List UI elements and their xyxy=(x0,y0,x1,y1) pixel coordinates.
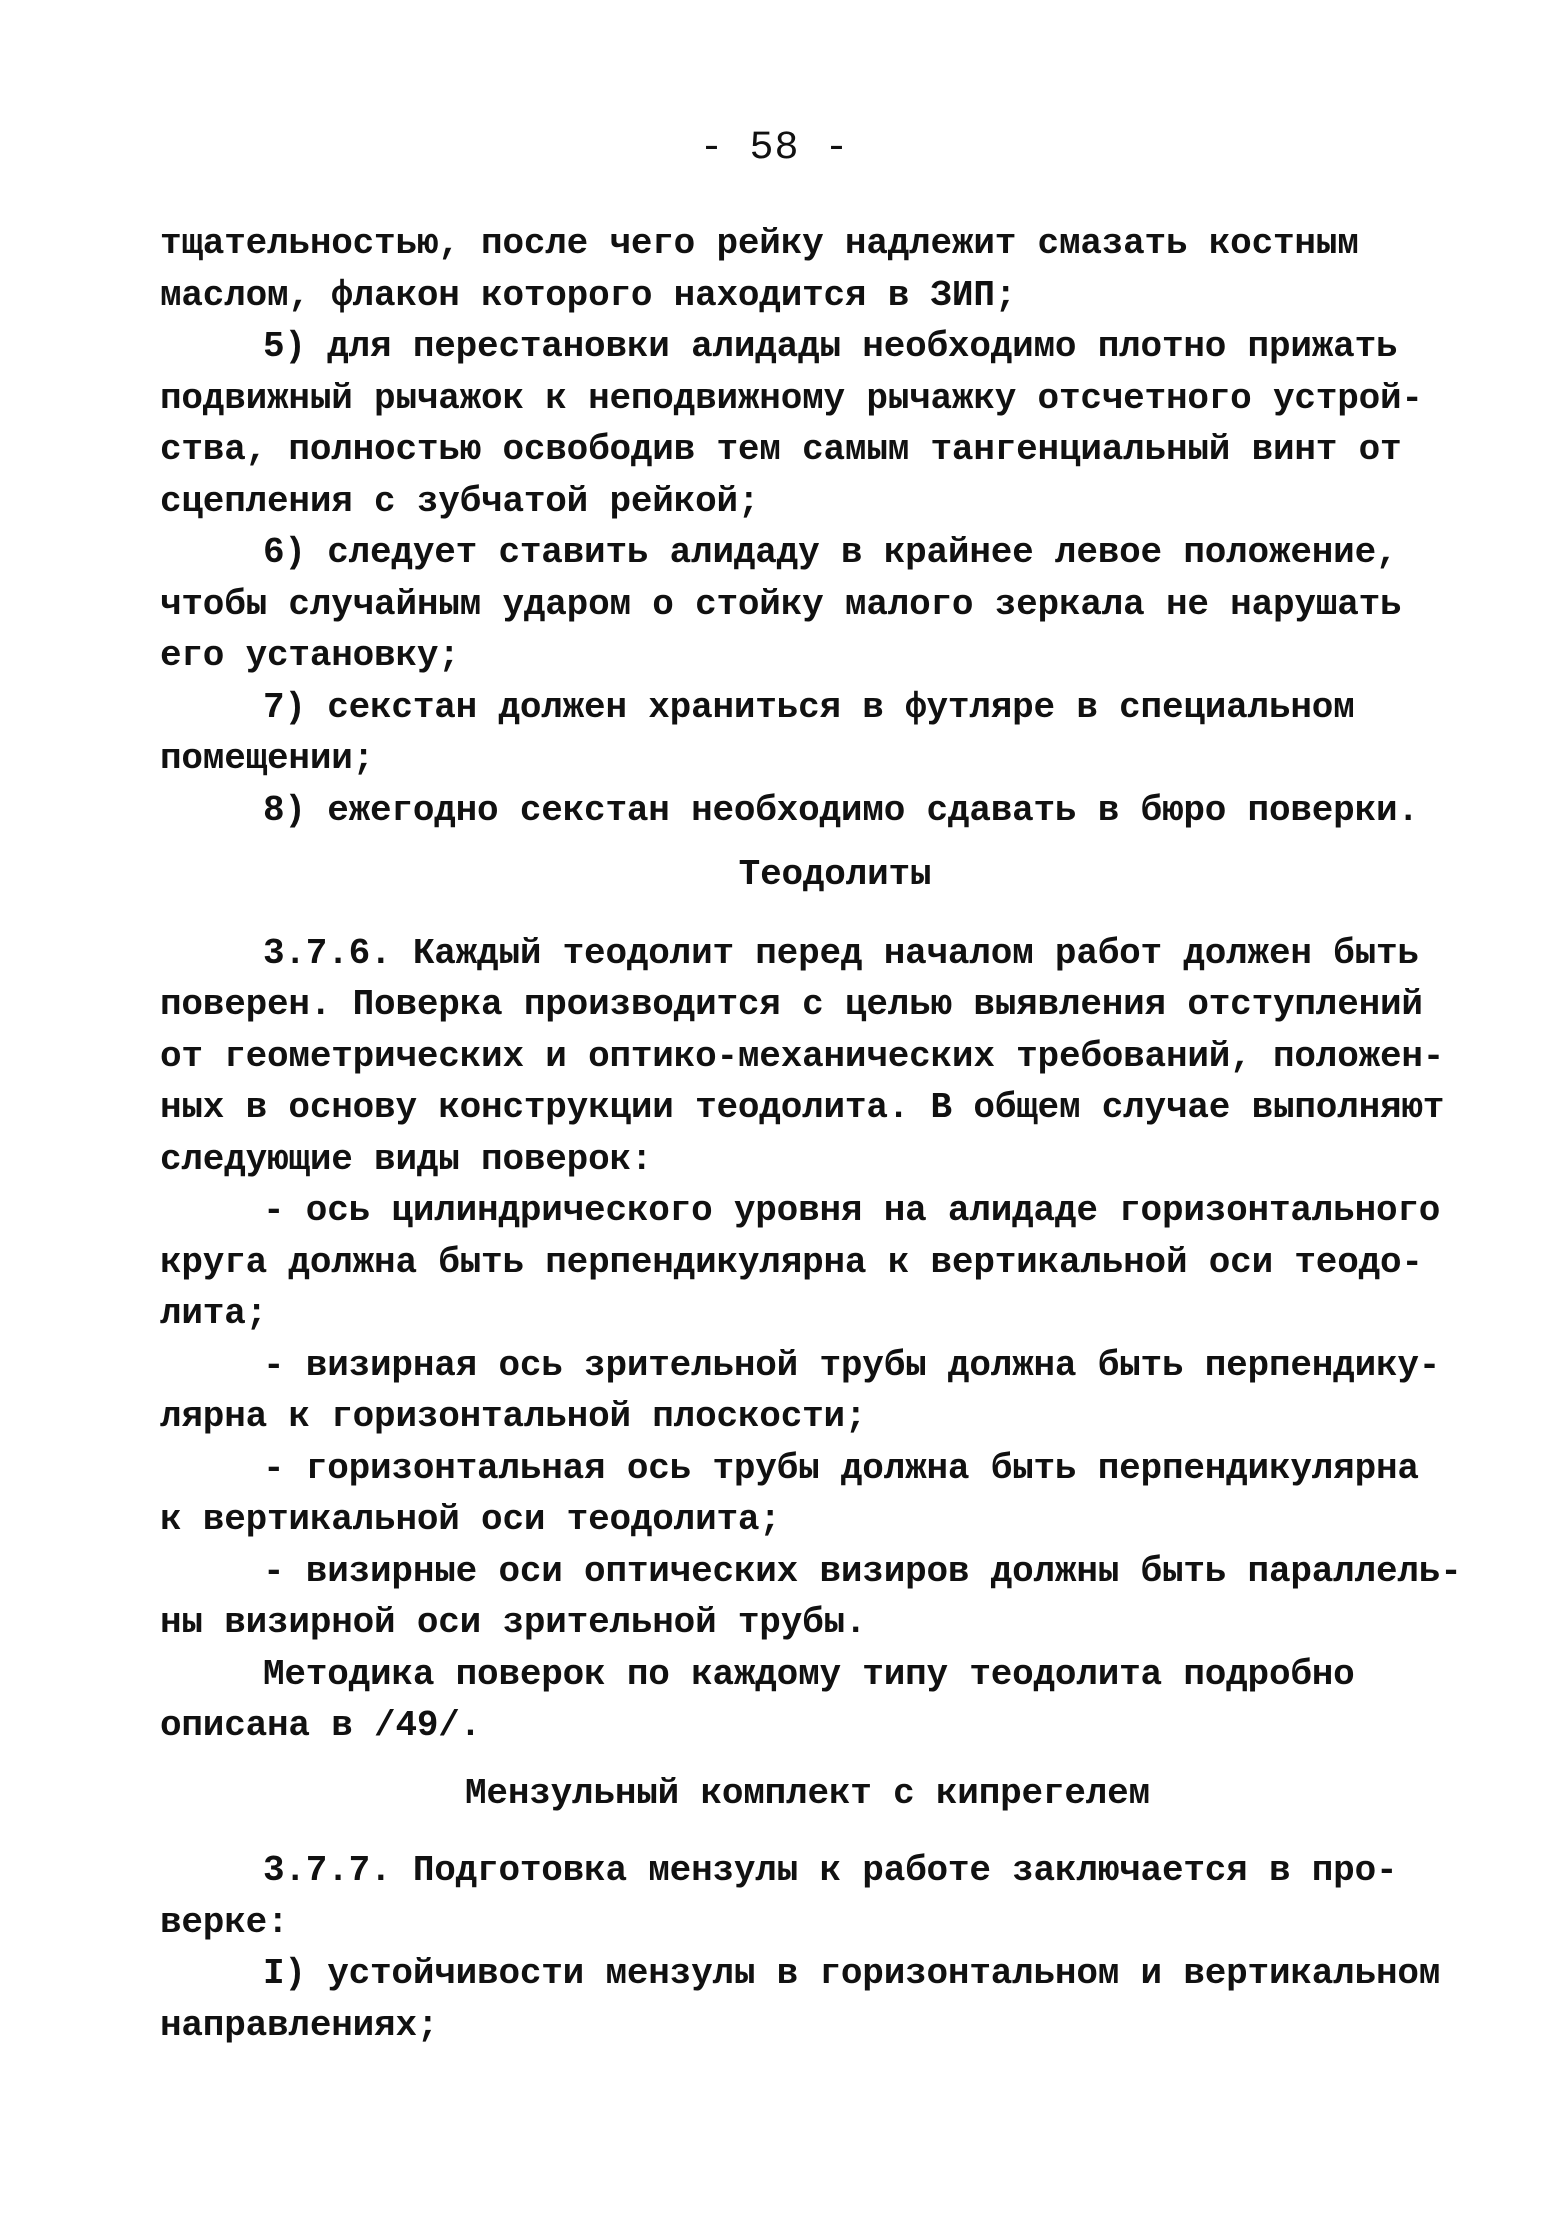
text-line: 7) секстан должен храниться в футляре в специальном xyxy=(263,686,1355,728)
text-line: ных в основу конструкции теодолита. В общем случае выполняют xyxy=(160,1087,1445,1128)
text-line: к вертикальной оси теодолита; xyxy=(160,1499,781,1540)
text-line: от геометрических и оптико-механических требований, положен- xyxy=(160,1035,1445,1077)
section-heading-mensula-kit: Мензульный комплект с кипрегелем xyxy=(465,1772,1150,1814)
paragraph-rail-lubrication xyxy=(160,218,1420,321)
text-line: сцепления с зубчатой рейкой; xyxy=(160,480,760,522)
text-line: 3.7.6. Каждый теодолит перед началом работ должен быть xyxy=(263,932,1419,974)
paragraph-3-7-6 xyxy=(160,928,1445,1186)
page-content xyxy=(160,218,1462,2051)
list-item-1 xyxy=(160,1948,1441,2051)
text-line: маслом, флакон которого находится в ЗИП; xyxy=(160,274,1017,316)
text-line: - горизонтальная ось трубы должна быть перпендикулярна xyxy=(263,1447,1419,1489)
text-line: верке: xyxy=(160,1901,289,1943)
list-item-8 xyxy=(160,785,1420,837)
check-item-level-axis xyxy=(160,1185,1441,1340)
text-line: помещении; xyxy=(160,738,375,779)
text-line: 8) ежегодно секстан необходимо сдавать в бюро поверки. xyxy=(263,789,1419,831)
text-line: направлениях; xyxy=(160,2004,439,2046)
text-line: ства, полностью освободив тем самым тангенциальный винт от xyxy=(160,429,1402,470)
text-line: - визирная ось зрительной трубы должна быть перпендику- xyxy=(263,1344,1441,1386)
check-item-sight-axis xyxy=(160,1340,1441,1443)
section-heading-theodolites: Теодолиты xyxy=(738,854,932,895)
page-number: - 58 - xyxy=(699,126,850,171)
list-item-7 xyxy=(160,682,1420,785)
list-item-5 xyxy=(160,321,1423,527)
paragraph-methodology xyxy=(160,1649,1420,1752)
text-line: чтобы случайным ударом о стойку малого зеркала не нарушать xyxy=(160,583,1402,625)
text-line: тщательностью, после чего рейку надлежит смазать костным xyxy=(160,223,1359,264)
list-item-6 xyxy=(160,527,1420,682)
text-line: круга должна быть перпендикулярна к вертикальной оси теодо- xyxy=(160,1241,1423,1283)
text-line: I) устойчивости мензулы в горизонтальном и вертикальном xyxy=(263,1953,1441,1994)
text-line: следующие виды поверок: xyxy=(160,1138,653,1180)
text-line: описана в /49/. xyxy=(160,1705,482,1746)
text-line: лярна к горизонтальной плоскости; xyxy=(160,1396,867,1437)
text-line: 5) для перестановки алидады необходимо плотно прижать xyxy=(263,326,1398,367)
text-line: поверен. Поверка производится с целью выявления отступлений xyxy=(160,984,1423,1025)
text-line: - визирные оси оптических визиров должны быть параллель- xyxy=(263,1550,1462,1592)
check-item-horizontal-axis xyxy=(160,1443,1420,1546)
check-item-optical-sights xyxy=(160,1546,1462,1649)
text-line: подвижный рычажок к неподвижному рычажку отсчетного устрой- xyxy=(160,377,1423,419)
text-line: 6) следует ставить алидаду в крайнее левое положение, xyxy=(263,532,1398,573)
text-line: его установку; xyxy=(160,635,460,676)
text-line: Методика поверок по каждому типу теодолита подробно xyxy=(263,1653,1355,1695)
text-line: 3.7.7. Подготовка мензулы к работе заключается в про- xyxy=(263,1850,1398,1891)
paragraph-3-7-7 xyxy=(160,1845,1420,1948)
text-line: - ось цилиндрического уровня на алидаде горизонтального xyxy=(263,1190,1441,1231)
text-line: ны визирной оси зрительной трубы. xyxy=(160,1602,867,1643)
text-line: лита; xyxy=(160,1293,268,1334)
